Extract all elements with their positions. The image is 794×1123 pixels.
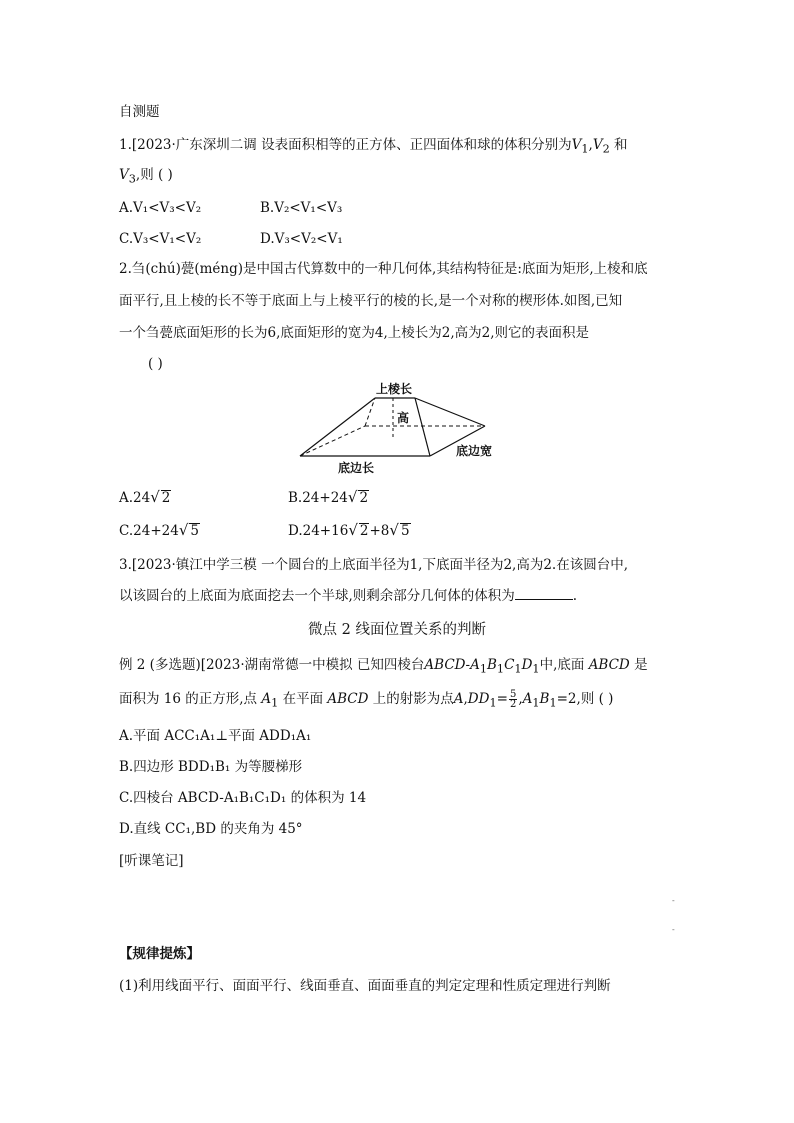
ex2-option-b: B.四边形 BDD₁B₁ 为等腰梯形	[119, 759, 303, 775]
margin-mark: -	[672, 896, 675, 905]
ex2-option-d: D.直线 CC₁,BD 的夹角为 45°	[119, 821, 303, 837]
ex2-line1: 例 2 (多选题)[2023·湖南常德一中模拟 已知四棱台ABCD-$A_1B_1C_1D_1$中,底面 ABCD 是	[119, 657, 648, 676]
q1-line1: 1.[2023·广东深圳二调 设表面积相等的正方体、正四面体和球的体积分别为$V_1,V_2$ 和	[119, 137, 628, 156]
answer-blank[interactable]	[515, 587, 573, 600]
rule-line1: (1)利用线面平行、面面平行、线面垂直、面面垂直的判定定理和性质定理进行判断	[119, 978, 611, 994]
q2-option-a: A.24√ 2	[119, 488, 171, 506]
q2-option-b: B.24+24√ 2	[288, 488, 369, 506]
micro-point-heading: 微点 2 线面位置关系的判断	[308, 622, 486, 638]
section-title: 自测题	[119, 104, 160, 120]
wedge-figure	[290, 378, 510, 480]
fraction: $\frac{5}{2}$	[509, 689, 517, 710]
ex2-line2: 面积为 16 的正方形,点 $A_1$ 在平面 ABCD 上的射影为点$A,DD_1=$ $\frac{5}{2}$ $,A_1B_1=2$,则 ( )	[119, 689, 614, 710]
figure-label-height: 高	[397, 411, 410, 425]
q2-line2: 面平行,且上棱的长不等于底面上与上棱平行的棱的长,是一个对称的楔形体.如图,已知	[119, 293, 623, 309]
figure-label-width: 底边宽	[456, 444, 493, 458]
figure-edge	[415, 398, 430, 456]
q2-option-d: D.24+16√ 2+8√ 5	[288, 521, 410, 539]
figure-edge	[415, 398, 485, 426]
q3-line2: 以该圆台的上底面为底面挖去一个半球,则剩余部分几何体的体积为 .	[119, 588, 578, 604]
figure-label-top: 上棱长	[376, 382, 413, 396]
q2-line1: 2.刍(chú)甍(méng)是中国古代算数中的一种几何体,其结构特征是:底面为矩形,上棱和底	[119, 261, 648, 277]
q1-option-b: B.V₂<V₁<V₃	[260, 200, 343, 216]
q2-answer-paren: ( )	[148, 356, 163, 372]
rule-title: 【规律提炼】	[119, 946, 200, 962]
q1-option-d: D.V₃<V₂<V₁	[260, 231, 343, 247]
margin-mark: -	[672, 925, 675, 934]
q2-option-c: C.24+24√ 5	[119, 521, 199, 539]
ex2-option-c: C.四棱台 ABCD-A₁B₁C₁D₁ 的体积为 14	[119, 790, 367, 806]
lecture-notes-label: [听课笔记]	[119, 853, 184, 869]
q1-option-c: C.V₃<V₁<V₂	[119, 231, 202, 247]
q1-line2: $V_3$,则 ( )	[119, 167, 173, 186]
q1-option-a: A.V₁<V₃<V₂	[119, 200, 202, 216]
q2-line3: 一个刍甍底面矩形的长为6,底面矩形的宽为4,上棱长为2,高为2,则它的表面积是	[119, 325, 590, 341]
figure-label-length: 底边长	[338, 461, 375, 475]
q3-line1: 3.[2023·镇江中学三模 一个圆台的上底面半径为1,下底面半径为2,高为2.在该圆台中,	[119, 557, 629, 573]
ex2-option-a: A.平面 ACC₁A₁⊥平面 ADD₁A₁	[119, 728, 312, 744]
